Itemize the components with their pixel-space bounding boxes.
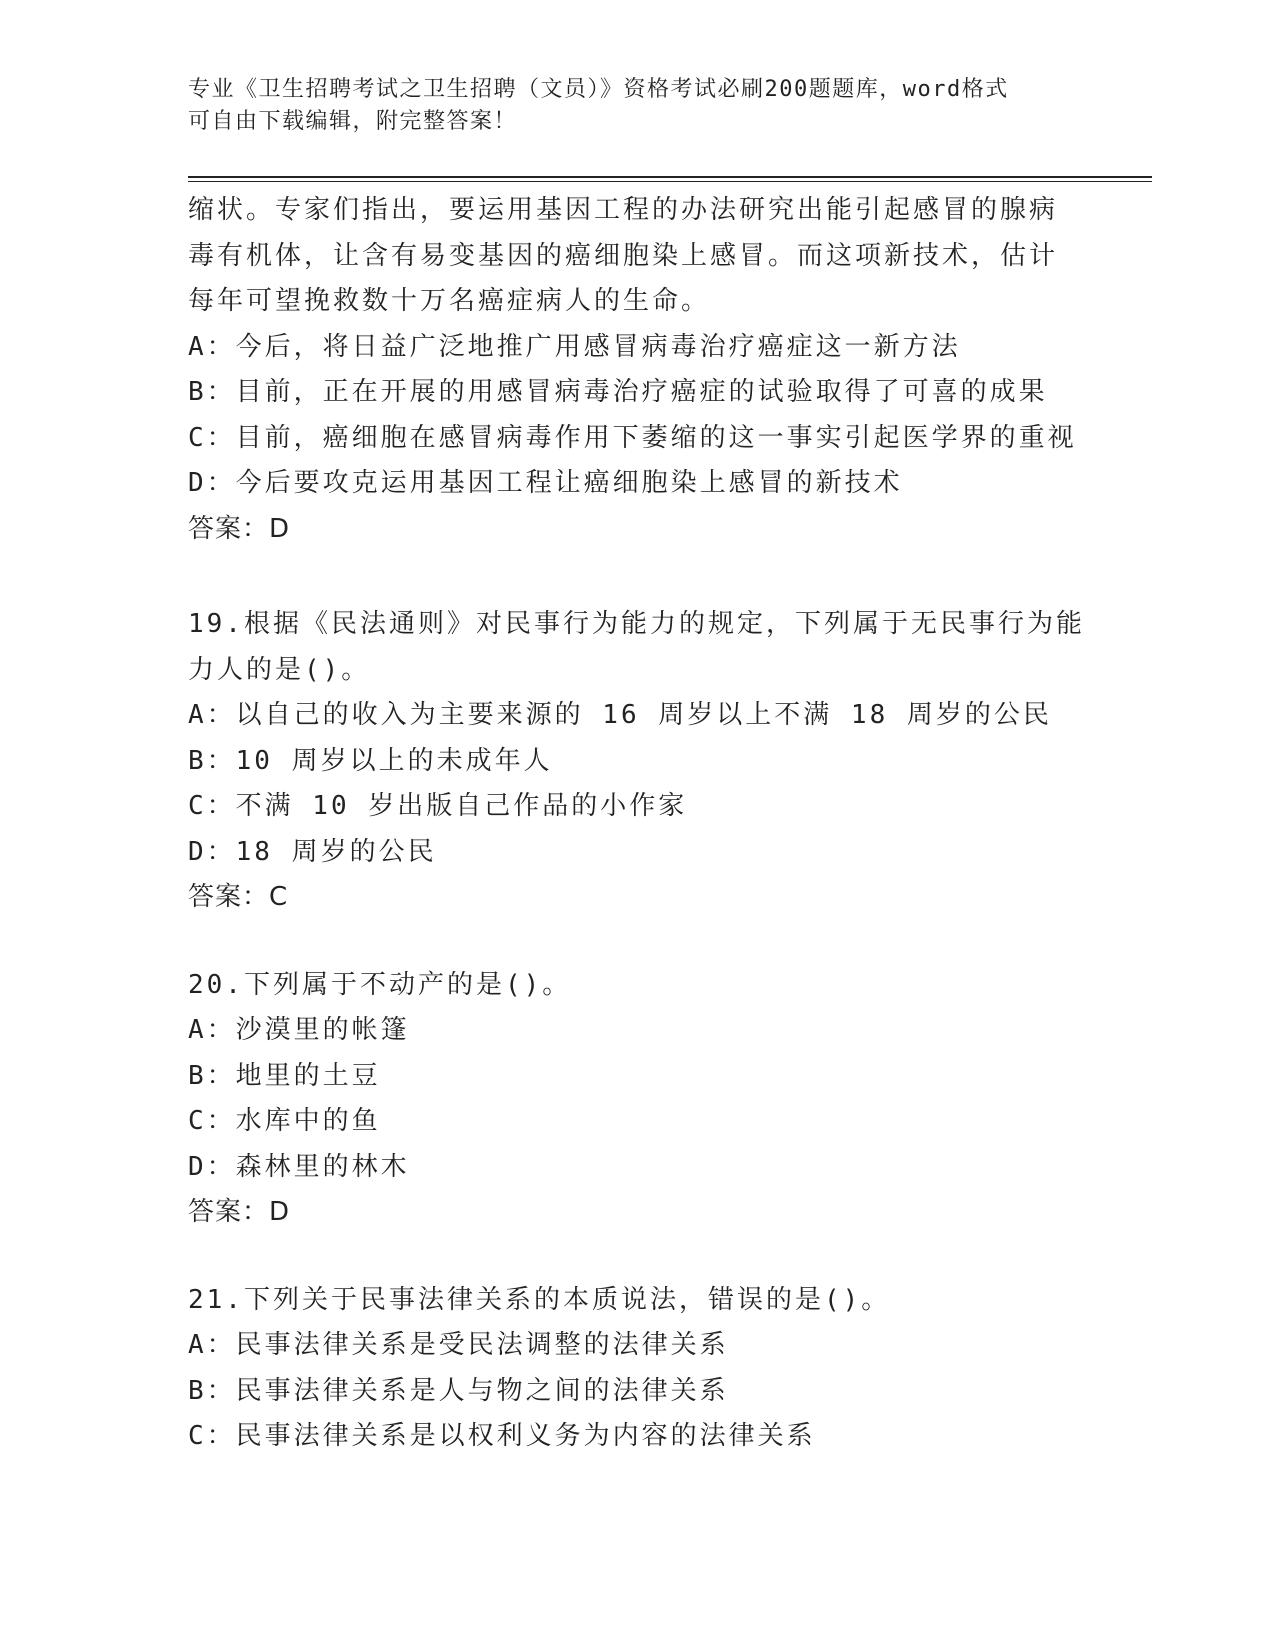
passage-line: 每年可望挽救数十万名癌症病人的生命。 [188,286,711,316]
passage-line: 毒有机体，让含有易变基因的癌细胞染上感冒。而这项新技术，估计 [188,240,1059,271]
option-c: C：不满 10 岁出版自己作品的小作家 [188,791,688,821]
question-stem: 21.下列关于民事法律关系的本质说法，错误的是()。 [188,1284,891,1315]
answer-label: 答案：D [188,1197,291,1227]
option-c: C：水库中的鱼 [188,1106,381,1136]
question-stem: 19.根据《民法通则》对民事行为能力的规定，下列属于无民事行为能 [188,609,1085,639]
question-stem: 20.下列属于不动产的是()。 [188,969,572,1000]
question-19 [188,602,1088,921]
spacer [188,921,1088,963]
option-b: B：目前，正在开展的用感冒病毒治疗癌症的试验取得了可喜的成果 [188,377,1048,407]
option-a: A：沙漠里的帐篷 [188,1015,410,1045]
option-c: C：目前，癌细胞在感冒病毒作用下萎缩的这一事实引起医学界的重视 [188,422,1077,453]
question-20 [188,963,1088,1236]
option-b: B：地里的土豆 [188,1060,381,1091]
option-b: B：民事法律关系是人与物之间的法律关系 [188,1375,729,1406]
option-b: B：10 周岁以上的未成年人 [188,745,553,776]
header-rule-thin [188,181,1152,182]
question-21 [188,1278,1088,1460]
header-rule-thick [188,176,1152,178]
option-d: D：18 周岁的公民 [188,836,437,867]
option-a: A：今后，将日益广泛地推广用感冒病毒治疗癌症这一新方法 [188,331,961,362]
header-title-line-1: 专业《卫生招聘考试之卫生招聘（文员）》资格考试必刷200题题库，word格式 [188,77,1009,102]
answer-label: 答案：C [188,882,289,912]
option-d: D：今后要攻克运用基因工程让癌细胞染上感冒的新技术 [188,468,903,498]
answer-label: 答案：D [188,513,291,544]
question-18-continuation [188,188,1088,552]
option-a: A：以自己的收入为主要来源的 16 周岁以上不满 18 周岁的公民 [188,700,1052,730]
option-a: A：民事法律关系是受民法调整的法律关系 [188,1330,729,1360]
spacer [188,1236,1088,1278]
header-title-line-2: 可自由下载编辑，附完整答案！ [188,109,518,134]
document-header [188,74,1088,138]
question-stem: 力人的是()。 [188,654,371,685]
option-c: C：民事法律关系是以权利义务为内容的法律关系 [188,1421,816,1451]
passage-line: 缩状。专家们指出，要运用基因工程的办法研究出能引起感冒的腺病 [188,195,1059,225]
spacer [188,552,1088,602]
question-content [188,188,1088,1460]
option-d: D：森林里的林木 [188,1151,410,1182]
